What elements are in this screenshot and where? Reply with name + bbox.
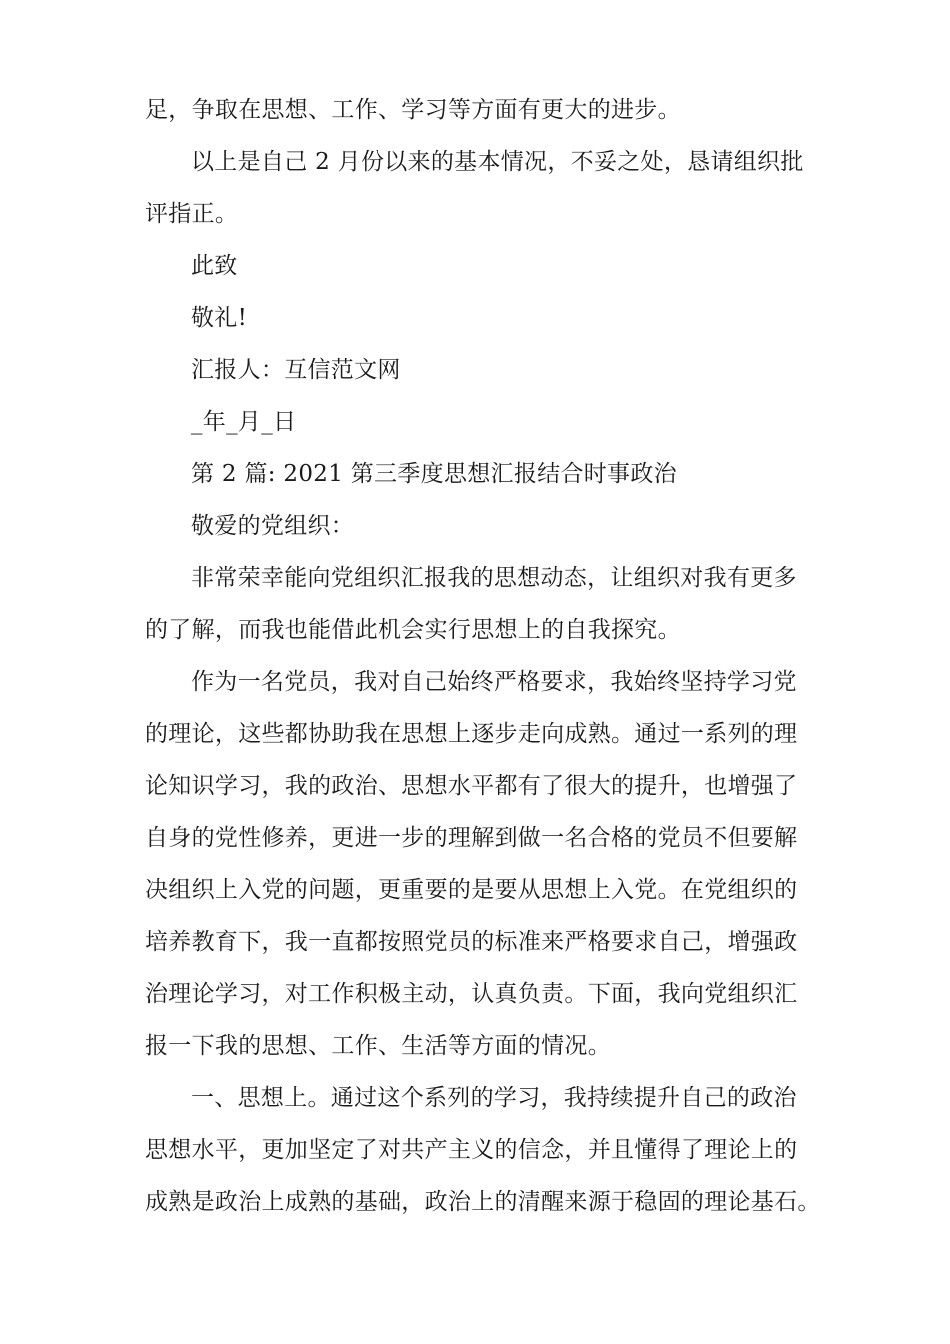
text-line: 足，争取在思想、工作、学习等方面有更大的进步。 (145, 97, 681, 123)
text-line: 作为一名党员，我对自己始终严格要求，我始终坚持学习党 (191, 669, 797, 695)
text-line: 治理论学习，对工作积极主动，认真负责。下面，我向党组织汇 (145, 981, 798, 1007)
closing-regards: 敬礼! (191, 305, 248, 331)
text-line: 决组织上入党的问题，更重要的是要从思想上入党。在党组织的 (145, 877, 798, 903)
text-line: 以上是自己 2 月份以来的基本情况，不妥之处，恳请组织批 (191, 149, 804, 175)
date-line: _年_月_日 (191, 409, 297, 435)
text-line: 评指正。 (145, 201, 239, 227)
document-page (145, 84, 825, 1228)
text-line: 培养教育下，我一直都按照党员的标准来严格要求自己，增强政 (145, 929, 798, 955)
section-title: 第 2 篇: 2021 第三季度思想汇报结合时事政治 (191, 461, 677, 487)
text-line: 自身的党性修养，更进一步的理解到做一名合格的党员不但要解 (145, 825, 798, 851)
text-line: 报一下我的思想、工作、生活等方面的情况。 (145, 1033, 611, 1059)
closing-salutation: 此致 (191, 253, 238, 279)
text-line: 非常荣幸能向党组织汇报我的思想动态，让组织对我有更多 (191, 565, 797, 591)
text-line: 的理论，这些都协助我在思想上逐步走向成熟。通过一系列的理 (145, 721, 798, 747)
text-line: 一、思想上。通过这个系列的学习，我持续提升自己的政治 (191, 1085, 797, 1111)
greeting: 敬爱的党组织： (191, 513, 355, 539)
text-line: 的了解，而我也能借此机会实行思想上的自我探究。 (145, 617, 681, 643)
text-line: 思想水平，更加坚定了对共产主义的信念，并且懂得了理论上的 (145, 1137, 798, 1163)
reporter-signature: 汇报人：互信范文网 (191, 357, 401, 383)
text-line: 成熟是政治上成熟的基础，政治上的清醒来源于稳固的理论基石。 (145, 1189, 821, 1215)
text-line: 论知识学习，我的政治、思想水平都有了很大的提升，也增强了 (145, 773, 798, 799)
